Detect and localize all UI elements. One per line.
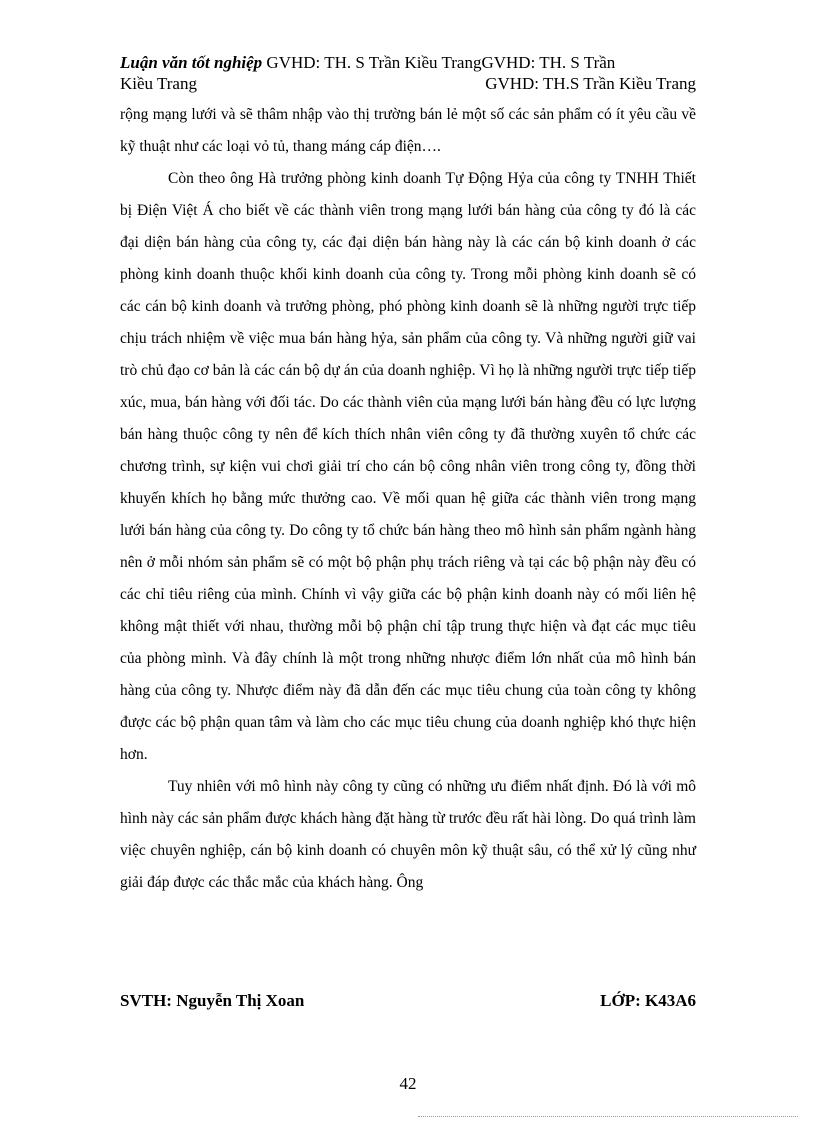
advisor-text-1: GVHD: TH. S Trần Kiều TrangGVHD: TH. S Trần [266,53,616,72]
page-number: 42 [399,1074,417,1093]
paragraph-continuation: rộng mạng lưới và sẽ thâm nhập vào thị trường bán lẻ một số các sản phẩm có ít yêu cầu về kỹ thuật như các loại vỏ tủ, thang máng cáp điện…. [120,106,696,155]
paragraph: Còn theo ông Hà trưởng phòng kinh doanh Tự Động Hỷa của công ty TNHH Thiết bị Điện Việt Á cho biết về các thành viên trong mạng lưới bán hàng của công ty đó là các đại diện bán hàng của công ty, các đại diện bán hàng này là các cán bộ kinh doanh ở các phòng kinh doanh thuộc khối kinh doanh của công ty. Trong mỗi phòng kinh doanh sẽ có các cán bộ kinh doanh và trưởng phòng, phó phòng kinh doanh sẽ là những người trực tiếp chịu trách nhiệm về việc mua bán hàng hỷa, sản phẩm của công ty. Và những người giữ vai trò chủ đạo cơ bản là các cán bộ dự án của doanh nghiệp. Vì họ là những người trực tiếp tiếp xúc, mua, bán hàng với đối tác. Do các thành viên của mạng lưới bán hàng đều có lực lượng bán hàng thuộc công ty nên để kích thích nhân viên công ty đã thường xuyên tổ chức các chương trình, sự kiện vui chơi giải trí cho cán bộ công nhân viên trong công ty, đồng thời khuyến khích họ bằng mức thưởng cao. Về mối quan hệ giữa các thành viên trong mạng lưới bán hàng của công ty. Do công ty tổ chức bán hàng theo mô hình sản phẩm ngành hàng nên ở mỗi nhóm sản phẩm sẽ có một bộ phận phụ trách riêng và tại các bộ phận này đều có các chỉ tiêu riêng của mình. Chính vì vậy giữa các bộ phận kinh doanh này có mối liên hệ không mật thiết với nhau, thường mỗi bộ phận chỉ tập trung thực hiện và đạt các mục tiêu của phòng mình. Và đây chính là một trong những nhược điểm lớn nhất của mô hình bán hàng của công ty. Nhược điểm này đã dẫn đến các mục tiêu chung của toàn công ty không được các bộ phận quan tâm và làm cho các mục tiêu chung của doanh nghiệp khó thực hiện hơn. [120,170,696,763]
student-info [120,991,304,1011]
student-label: SVTH: [120,991,177,1010]
page-header [120,52,696,94]
body-text [120,99,696,899]
decorative-dotted-line [418,1112,798,1117]
class-label: LỚP: [600,991,645,1010]
advisor-text-3: GVHD: TH.S Trần Kiều Trang [485,74,696,93]
header-line-2 [120,73,696,94]
header-line-1 [120,52,696,73]
advisor-text-2: Kiều Trang [120,74,197,93]
paragraph: Tuy nhiên với mô hình này công ty cũng có những ưu điểm nhất định. Đó là với mô hình này các sản phẩm được khách hàng đặt hàng từ trước đều rất hài lòng. Do quá trình làm việc chuyên nghiệp, cán bộ kinh doanh có chuyên môn kỹ thuật sâu, có thể xử lý cũng như giải đáp được các thắc mắc của khách hàng. Ông [120,778,696,891]
class-value: K43A6 [645,991,696,1010]
thesis-title: Luận văn tốt nghiệp [120,53,263,72]
class-info [600,991,696,1011]
student-name: Nguyễn Thị Xoan [176,991,305,1010]
page-footer [120,991,696,1011]
